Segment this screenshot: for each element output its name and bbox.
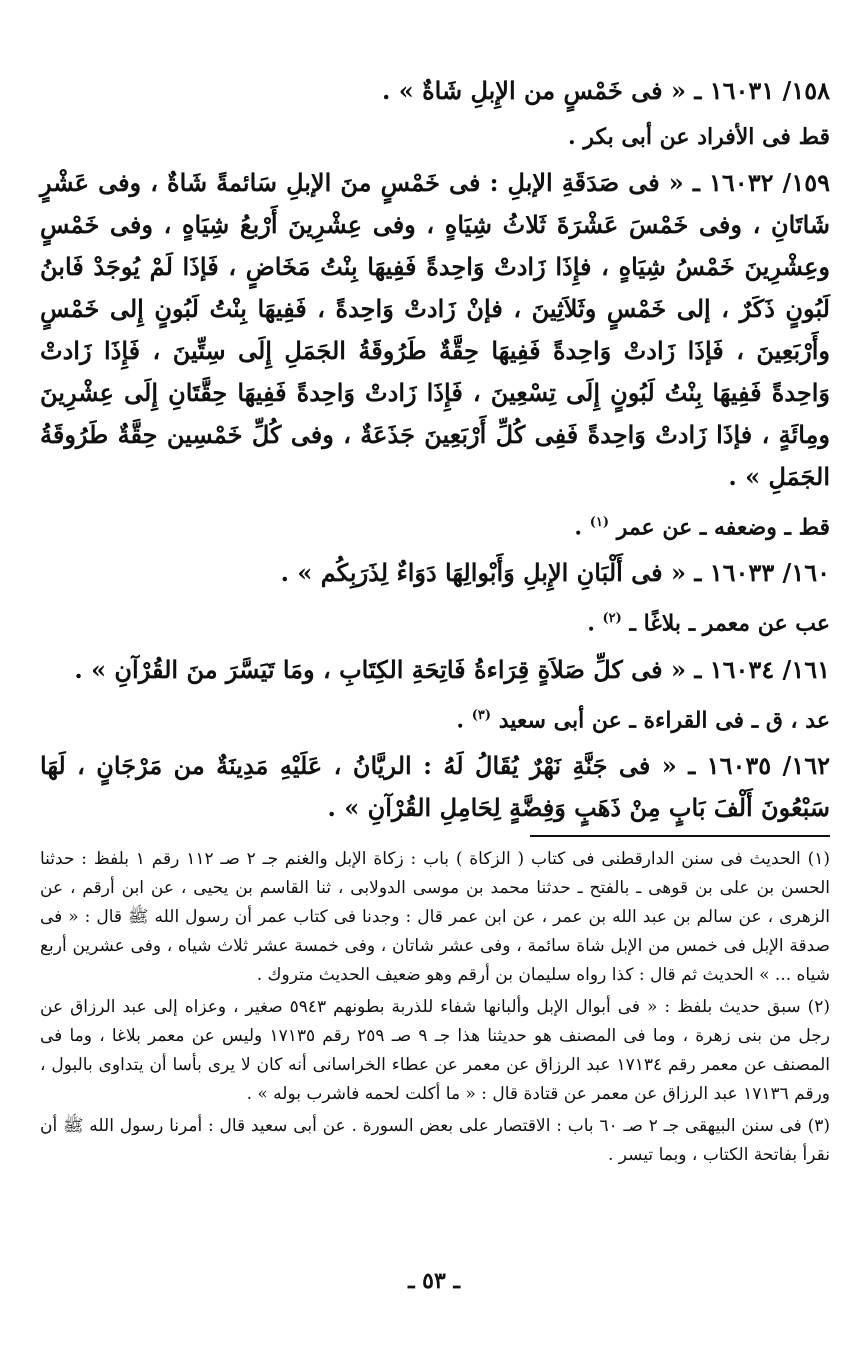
- page-body: [40, 70, 830, 1173]
- footnotes: [40, 845, 830, 1170]
- footnote: [40, 993, 830, 1109]
- entry-161: [40, 649, 830, 691]
- entry-text: « فى جَنَّةِ نَهْرٌ يُقَالُ لَهُ : الريَّانُ ، عَلَيْهِ مَدِينَةٌ من مَرْجَانٍ ، لَهَا سَبْعُونَ أَلْفَ بَابٍ مِنْ ذَهَبٍ وَفِضَّةٍ لِحَامِلِ القُرْآنِ » .: [40, 750, 830, 822]
- footnote-number: (٢): [807, 996, 830, 1017]
- entry-ref: ١٦٠/ ١٦٠٣٣ ـ: [694, 558, 830, 588]
- footnote-number: (٣): [807, 1115, 831, 1136]
- page-number: ـ ٥٣ ـ: [408, 1268, 460, 1294]
- entry-ref: ١٥٩/ ١٦٠٣٢ ـ: [692, 168, 830, 197]
- entry-text: « فى أَلْبَانِ الإِبلِ وَأَبْوالِهَا دَوَاءٌ لِذَرَبِكُم » .: [280, 558, 686, 588]
- entry-162: [40, 745, 830, 829]
- entry-source: قط فى الأفراد عن أبى بكر .: [568, 124, 830, 150]
- entry-160: [40, 552, 830, 594]
- footnote-text: فى سنن البيهقى جـ ٢ صـ ٦٠ باب : الاقتصار على بعض السورة . عن أبى سعيد قال : أمرنا رسول الله ﷺ أن نقرأ بفاتحة الكتاب ، وبما تيسر .: [40, 1115, 830, 1165]
- entry-source: عب عن معمر ـ بلاغًا ـ $^{(٢)}$ .: [587, 610, 830, 637]
- entry-source: قط ـ وضعفه ـ عن عمر $^{(١)}$ .: [574, 514, 830, 541]
- footnote: [40, 1112, 830, 1170]
- footnote-number: (١): [807, 848, 830, 869]
- footnote-text: سبق حديث بلفظ : « فى أبوال الإبل وألبانها شفاء للذربة بطونهم ٥٩٤٣ صغير ، وعزاه إلى عبد الرزاق عن رجل من بنى زهرة ، وما فى المصنف هو حديثنا هذا جـ ٩ صـ ٢٥٩ رقم ١٧١٣٥ وليس عن معمر بلاغا ، وما فى المصنف عن معمر رقم ١٧١٣٤ عبد الرزاق عن معمر عن عطاء الخراسانى أنه كان لا يرى بأسا أن يتداوى بالبول ، ورقم ١٧١٣٦ عبد الرزاق عن معمر عن قتادة قال : « ما أكلت لحمه فاشرب بوله » .: [40, 996, 831, 1104]
- footnote-mark: (١): [589, 515, 610, 530]
- footnote-mark: (٣): [471, 707, 492, 723]
- entry-text: « فى كلِّ صَلاَةٍ قِرَاءةُ فَاتِحَةِ الكِتَابِ ، ومَا تَيَسَّرَ منَ القُرْآنِ » .: [74, 654, 686, 684]
- entry-source: عد ، ق ـ فى القراءة ـ عن أبى سعيد $^{(٣)}$ .: [456, 706, 830, 733]
- entry-158: [40, 70, 830, 112]
- entry-ref: ١٦٢/ ١٦٠٣٥ ـ: [688, 750, 830, 780]
- entry-ref: ١٥٨/ ١٦٠٣١ ـ: [694, 76, 830, 105]
- entry-159: [40, 162, 830, 498]
- entry-text: « فى خَمْسٍ من الإِبلِ شَاةٌ » .: [382, 76, 686, 105]
- entry-text: « فى صَدَقَةِ الإبلِ : فى خَمْسٍ منَ الإبلِ سَائمةً شَاةٌ ، وفى عَشْرٍ شَاتَانِ ، وفى خَمْسَ عَشْرَةَ ثَلاثُ شِيَاهٍ ، وفى عِشْرِينَ أَرْبعُ شِيَاهٍ ، وفى خَمْسٍ وعِشْرِينَ خَمْسُ شِيَاهٍ ، فإِذَا زَادتْ وَاحِدةً فَفِيهَا بِنْتُ مَخَاضٍ ، فَإذَا لَمْ يُوجَدْ فَابنُ لَبُونٍ ذَكَرٌ ، إلى خَمْسٍ وثَلاَثِينَ ، فإنْ زَادتْ وَاحِدةً ، فَفِيهَا بِنْتُ لَبُونٍ إِلى خَمْسٍ وأَرْبَعِينَ ، فَإذَا زَادتْ وَاحِدةً فَفِيهَا حِقَّةٌ طَرُوقَةُ الجَمَلِ إِلَى سِتِّينَ ، فَإِذَا زَادتْ وَاحِدةً فَفِيهَا بِنْتُ لَبُونٍ إِلَى تِسْعِينَ ، فَإِذَا زَادتْ وَاحِدةً فَفِيهَا حِقَّتَانِ إِلَى عِشْرِينَ ومِائَةٍ ، فإذَا زَادتْ وَاحِدةً فَفِى كُلِّ أَرْبَعِينَ جَذَعَةٌ ، وفى كُلِّ خَمْسِين حِقَّةٌ طَرُوقَةُ الجَمَلِ » .: [40, 168, 830, 491]
- footnote: [40, 845, 830, 990]
- main-text: [40, 70, 830, 829]
- footnote-mark: (٢): [602, 611, 622, 627]
- entry-ref: ١٦١/ ١٦٠٣٤ ـ: [694, 654, 830, 684]
- footnote-text: الحديث فى سنن الدارقطنى فى كتاب ( الزكاة ) باب : زكاة الإبل والغنم جـ ٢ صـ ١١٢ رقم ١ بلفظ : حدثنا الحسن بن على بن قوهى ـ بالفتح ـ حدثنا محمد بن موسى الدولابى ، ثنا القاسم بن يحيى ، عن ابن أرقم ، عن الزهرى ، عن سالم بن عبد الله بن عمر ، عن ابن عمر قال : وجدنا فى كتاب عمر أن رسول الله ﷺ قال : « فى صدقة الإبل فى خمس من الإبل شاة سائمة ، وفى عشر شاتان ، وفى خمسة عشر ثلاث شياه ، وفى عشرين أربع شياه ... » الحديث ثم قال : كذا رواه سليمان بن أرقم وهو ضعيف الحديث متروك .: [40, 848, 830, 985]
- footnote-divider: [530, 835, 830, 837]
